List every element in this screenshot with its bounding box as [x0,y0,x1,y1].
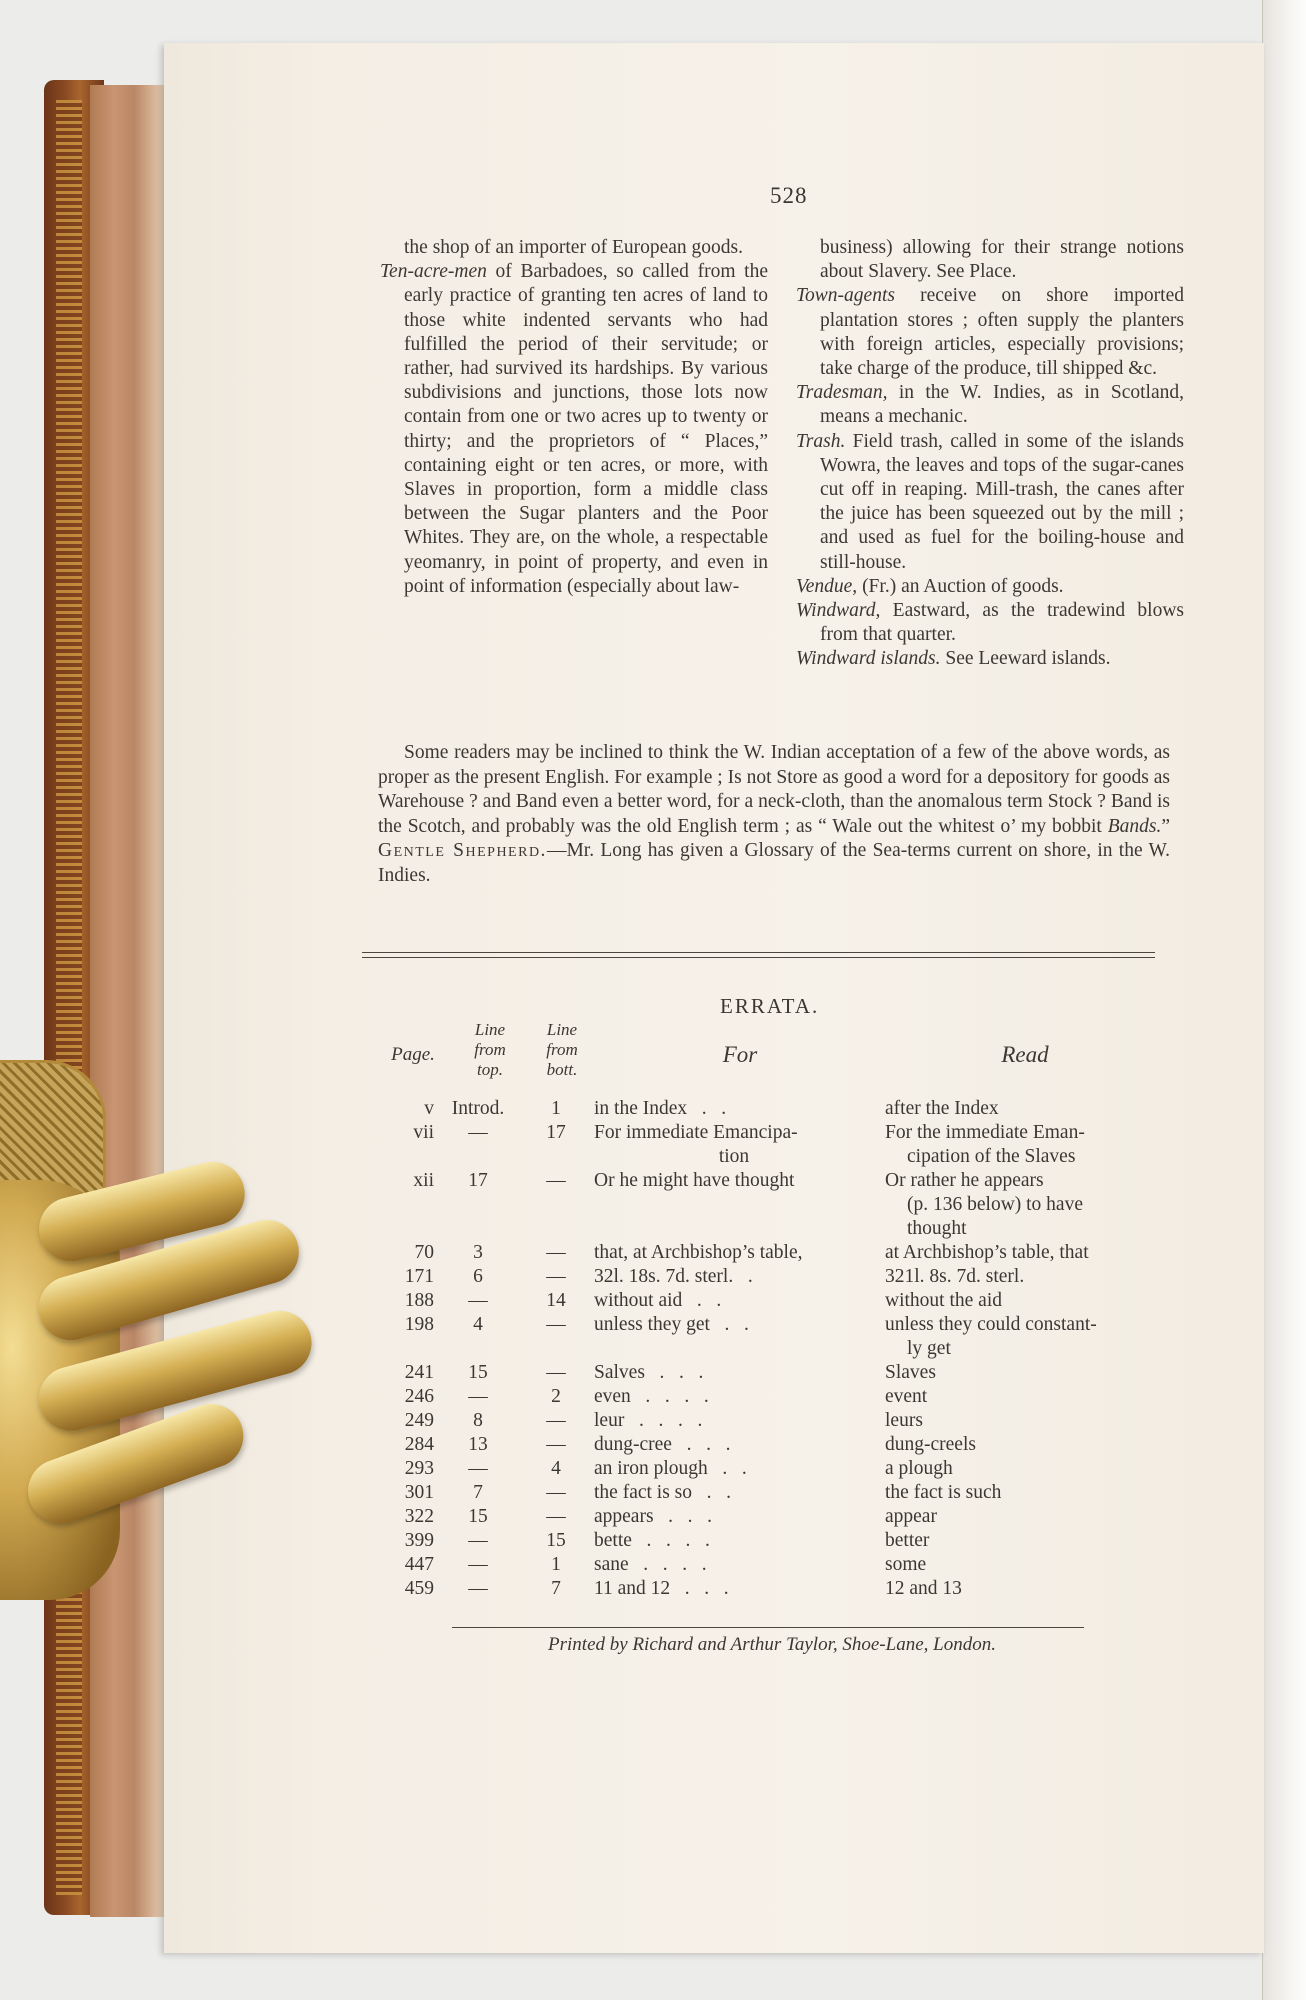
errata-read-line: 321l. 8s. 7d. sterl. [885,1266,1025,1287]
errata-for [594,1433,874,1457]
errata-row [380,1553,1180,1577]
errata-title: ERRATA. [720,994,820,1018]
errata-row [380,1361,1180,1385]
glossary-entry [796,381,1184,429]
glossary-entry [796,575,1184,599]
errata-header-page: Page. [391,1044,435,1065]
errata-for [594,1505,874,1529]
errata-line-top: 15 [468,1362,488,1383]
errata-header-line-top: Line from top. [474,1020,506,1079]
errata-read [885,1097,1170,1121]
errata-for [594,1121,874,1169]
glossary-term: Windward islands. [796,648,941,670]
errata-page: 399 [404,1530,434,1551]
errata-read-line: the fact is such [885,1482,1002,1503]
errata-read [885,1361,1170,1385]
glossary-term: Town-agents [796,285,895,307]
errata-for [594,1289,874,1313]
paragraph-text: ” [1161,815,1170,837]
errata-for-line: without aid . . [594,1290,722,1311]
errata-for-line: even . . . . [594,1386,709,1407]
errata-read-line: better [885,1530,930,1551]
errata-for-line: bette . . . . [594,1530,710,1551]
errata-line-top: 17 [468,1170,488,1191]
errata-header-line-bott: Line from bott. [546,1020,578,1079]
errata-line-bott: 1 [551,1098,561,1119]
errata-read-line: after the Index [885,1098,999,1119]
errata-read [885,1553,1170,1577]
errata-for [594,1169,874,1193]
errata-read [885,1313,1170,1361]
errata-for-line: that, at Archbishop’s table, [594,1242,803,1263]
errata-line-top: 13 [468,1434,488,1455]
errata-for [594,1265,874,1289]
errata-page: 293 [404,1458,434,1479]
errata-line-bott: — [546,1362,566,1383]
errata-read-line: some [885,1554,927,1575]
errata-for [594,1553,874,1577]
errata-read [885,1265,1170,1289]
errata-read-line: event [885,1386,928,1407]
errata-read [885,1169,1170,1241]
errata-row [380,1289,1180,1313]
glossary-definition: receive on shore imported plantation stores ; often supply the planters with foreign articles, especially provisions; take charge of the produce, till shipped &c. [820,285,1184,380]
errata-for [594,1241,874,1265]
errata-read [885,1529,1170,1553]
errata-line-bott: 14 [546,1290,566,1311]
errata-for-line: the fact is so . . [594,1482,732,1503]
errata-page: v [424,1098,434,1119]
errata-line-top: — [468,1530,488,1551]
errata-page: vii [413,1122,434,1143]
errata-line-bott: — [546,1506,566,1527]
glossary-term: Trash. [796,430,846,452]
imprint-rule [452,1627,1084,1628]
glossary-definition: of Barbadoes, so called from the early practice of granting ten acres of land to those white indented servants who had fulfilled the period of their servitude; or rather, had survived its hardships. By various subdivisions and junctions, those lots now contain from one or two acres up to twenty or thirty; and the proprietors of “ Places,” containing eight or ten acres, or more, with Slaves in proportion, form a middle class between the Sugar planters and the Poor Whites. They are, on the whole, a respectable yeomanry, in point of property, and even in point of information (especially about law- [404,261,768,597]
errata-page: 284 [404,1434,434,1455]
errata-for-line: appears . . . [594,1506,713,1527]
errata-header-for: For [722,1042,758,1067]
errata-line-top: 6 [473,1266,483,1287]
errata-row [380,1409,1180,1433]
errata-line-bott: — [546,1266,566,1287]
errata-line-bott: — [546,1314,566,1335]
errata-row [380,1097,1180,1121]
errata-for [594,1313,874,1337]
errata-page: xii [413,1170,434,1191]
errata-for-line: an iron plough . . [594,1458,747,1479]
errata-line-bott: — [546,1482,566,1503]
page-edges [90,85,170,1917]
errata-read [885,1577,1170,1601]
glossary-term: Ten-acre-men [380,261,487,283]
errata-line-top: — [468,1578,488,1599]
errata-for-line: dung-cree . . . [594,1434,731,1455]
glossary-term: Windward, [796,600,881,622]
errata-row [380,1121,1180,1169]
errata-read-line: unless they could constant- [885,1314,1097,1335]
errata-read [885,1481,1170,1505]
errata-read-line: 12 and 13 [885,1578,962,1599]
glossary-entry [796,430,1184,575]
errata-line-top: 4 [473,1314,483,1335]
glossary-column-right [796,236,1184,672]
glossary-definition: See Leeward islands. [940,648,1111,670]
errata-for-line: leur . . . . [594,1410,703,1431]
errata-for-line: 32l. 18s. 7d. sterl. . [594,1266,753,1287]
errata-page: 188 [404,1290,434,1311]
errata-page: 301 [404,1482,434,1503]
errata-for-line: Or he might have thought [594,1170,795,1191]
errata-read-line: Or rather he appears [885,1170,1044,1191]
errata-line-top: — [468,1290,488,1311]
errata-for [594,1457,874,1481]
errata-row [380,1529,1180,1553]
errata-line-bott: 1 [551,1554,561,1575]
errata-line-bott: 15 [546,1530,566,1551]
errata-for-line: Salves . . . [594,1362,704,1383]
paragraph-text: —Mr. Long has given a Glossary of the Sea-terms current on shore, in the W. Indies. [378,840,1170,886]
errata-for [594,1577,874,1601]
errata-row [380,1433,1180,1457]
errata-line-bott: — [546,1242,566,1263]
glossary-definition: (Fr.) an Auction of goods. [857,575,1064,597]
errata-page: 198 [404,1314,434,1335]
errata-page: 249 [404,1410,434,1431]
errata-row [380,1577,1180,1601]
printer-imprint: Printed by Richard and Arthur Taylor, Shoe-Lane, London. [548,1634,996,1655]
glossary-continuation: business) allowing for their strange notions about Slavery. See Place. [820,237,1184,283]
errata-page: 459 [404,1578,434,1599]
errata-read [885,1433,1170,1457]
errata-read [885,1385,1170,1409]
errata-read-line: leurs [885,1410,923,1431]
errata-read-line: thought [907,1218,967,1239]
errata-line-bott: 2 [551,1386,561,1407]
errata-page: 246 [404,1386,434,1407]
errata-line-top: 3 [473,1242,483,1263]
errata-line-top: 8 [473,1410,483,1431]
glossary-term: Vendue, [796,575,858,597]
errata-read [885,1241,1170,1265]
errata-row [380,1481,1180,1505]
paragraph-citation: Gentle Shepherd. [378,840,547,861]
glossary-entry [796,284,1184,381]
errata-read-line: without the aid [885,1290,1002,1311]
errata-line-top: — [468,1554,488,1575]
errata-row [380,1457,1180,1481]
errata-page: 322 [404,1506,434,1527]
errata-page: 70 [414,1242,434,1263]
errata-for-line: For immediate Emancipa- [594,1122,798,1143]
facing-page-edge [1262,0,1306,2000]
glossary-definition: in the W. Indies, as in Scotland, means a mechanic. [820,382,1184,428]
double-rule [362,952,1155,958]
errata-read [885,1289,1170,1313]
errata-line-bott: — [546,1170,566,1191]
paragraph-text: Some readers may be inclined to think the W. Indian acceptation of a few of the above words, as proper as the present English. For example ; Is not Store as good a word for a depository for goods as Warehouse ? and Band even a better word, for a neck-cloth, than the anomalous term Stock ? Band is the Scotch, and probably was the old English term ; as “ Wale out the whitest o’ my bobbit [378,742,1170,837]
glossary-definition: Field trash, called in some of the islands Wowra, the leaves and tops of the sugar-canes cut off in reaping. Mill-trash, the canes after the juice has been squeezed out by the mill ; and used as fuel for the boiling-house and still-house. [820,430,1184,573]
errata-header-read: Read [1001,1042,1049,1067]
errata-for-line: 11 and 12 . . . [594,1578,729,1599]
errata-line-top: — [468,1122,488,1143]
errata-row [380,1385,1180,1409]
errata-row [380,1265,1180,1289]
gilt-tooling [56,100,82,1895]
errata-read-line: ly get [907,1338,951,1359]
errata-read-line: (p. 136 below) to have [907,1194,1083,1215]
glossary-definition: Eastward, as the tradewind blows from that quarter. [820,600,1184,646]
closing-paragraph [378,741,1170,888]
glossary-term: Tradesman, [796,382,888,404]
errata-read-line: For the immediate Eman- [885,1122,1085,1143]
page-number: 528 [770,183,808,208]
errata-read [885,1409,1170,1433]
paragraph-italic: Bands. [1107,815,1162,837]
errata-line-top: 7 [473,1482,483,1503]
errata-line-bott: 17 [546,1122,566,1143]
errata-read-line: dung-creels [885,1434,976,1455]
errata-read-line: cipation of the Slaves [907,1146,1076,1167]
errata-page: 447 [404,1554,434,1575]
errata-read [885,1121,1170,1169]
errata-line-bott: 4 [551,1458,561,1479]
errata-page: 241 [404,1362,434,1383]
errata-line-top: 15 [468,1506,488,1527]
errata-read [885,1457,1170,1481]
errata-line-top: Introd. [451,1098,505,1119]
errata-for [594,1097,874,1121]
errata-line-top: — [468,1458,488,1479]
errata-for [594,1409,874,1433]
errata-for-line: in the Index . . [594,1098,727,1119]
errata-read-line: Slaves [885,1362,936,1383]
errata-for [594,1385,874,1409]
errata-row [380,1505,1180,1529]
errata-read [885,1505,1170,1529]
errata-table [380,1097,1180,1601]
glossary-entry [796,647,1184,671]
glossary-entry [796,599,1184,647]
errata-for [594,1361,874,1385]
errata-row [380,1169,1180,1241]
errata-line-bott: 7 [551,1578,561,1599]
errata-for [594,1481,874,1505]
errata-line-top: — [468,1386,488,1407]
errata-for-line: sane . . . . [594,1554,707,1575]
errata-row [380,1241,1180,1265]
errata-for [594,1529,874,1553]
glossary-continuation: the shop of an importer of European goods. [404,237,744,258]
errata-for-line: unless they get . . [594,1314,749,1335]
errata-page: 171 [404,1266,434,1287]
errata-row [380,1313,1180,1361]
errata-line-bott: — [546,1434,566,1455]
errata-read-line: at Archbishop’s table, that [885,1242,1089,1263]
errata-read-line: a plough [885,1458,953,1479]
glossary-column-left [380,236,768,599]
errata-for-line: tion [718,1146,750,1167]
glossary-entry [380,260,768,599]
errata-read-line: appear [885,1506,937,1527]
errata-line-bott: — [546,1410,566,1431]
